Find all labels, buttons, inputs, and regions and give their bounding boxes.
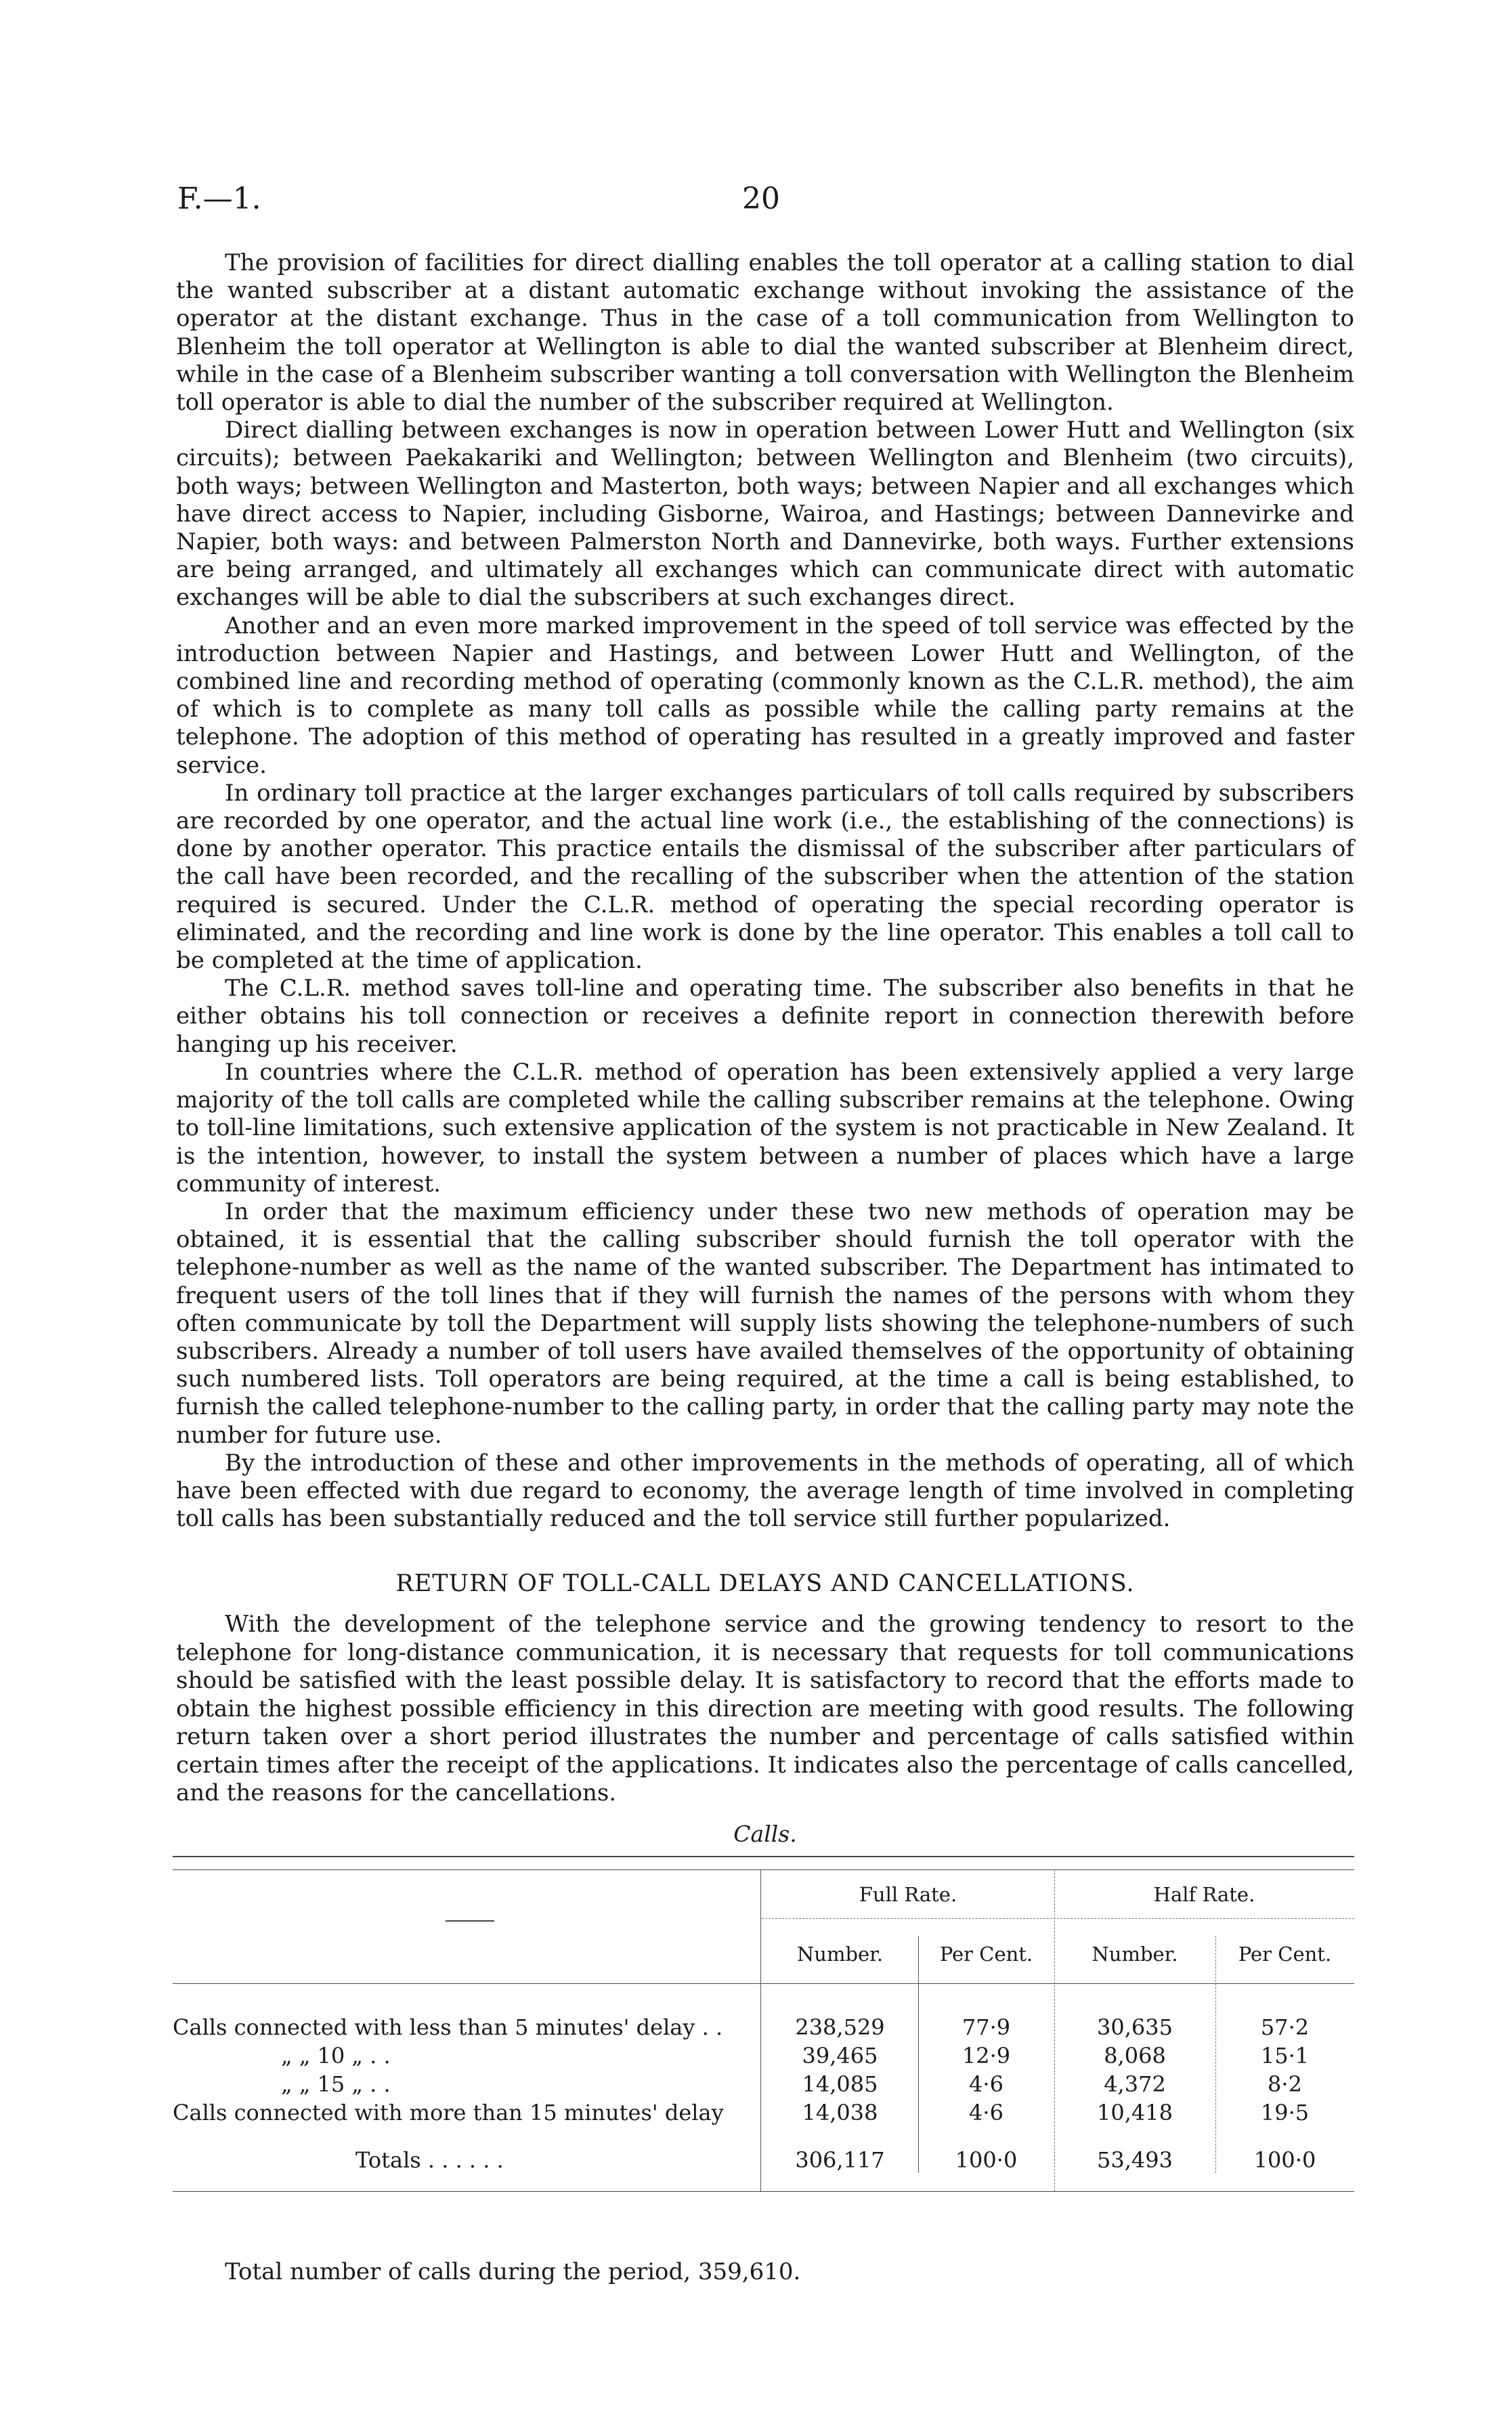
cell-full-per-cent: 4·6 xyxy=(969,2100,1003,2125)
sub-header-full-per-cent: Per Cent. xyxy=(939,1943,1033,1966)
row-label: „ „ 15 „ . . xyxy=(281,2071,391,2097)
section-title: RETURN OF TOLL-CALL DELAYS AND CANCELLATIONS. xyxy=(395,1570,1135,1597)
totals-half-number: 53,493 xyxy=(1097,2147,1173,2173)
row-label: Calls connected with more than 15 minutes' delay xyxy=(173,2100,724,2125)
group-header-rule xyxy=(762,1918,1354,1919)
cell-half-number: 8,068 xyxy=(1104,2043,1166,2069)
paragraph: The C.L.R. method saves toll-line and operating time. The subscriber also benefits in that he either obtains his toll connection or receives a definite report in connection therewith before hanging up his receiver. xyxy=(176,975,1354,1058)
page-number: 20 xyxy=(742,182,780,216)
row-label: Calls connected with less than 5 minutes' delay . . xyxy=(173,2014,723,2040)
stub-column-divider xyxy=(760,1869,761,2191)
cell-half-per-cent: 57·2 xyxy=(1260,2014,1310,2040)
table-header-rule xyxy=(173,1983,1354,1984)
cell-half-per-cent: 19·5 xyxy=(1260,2100,1310,2125)
cell-half-number: 10,418 xyxy=(1097,2100,1173,2125)
sub-header-half-number: Number. xyxy=(1092,1943,1178,1966)
cell-half-per-cent: 15·1 xyxy=(1260,2043,1310,2069)
document-reference: F.—1. xyxy=(177,182,261,216)
sub-header-full-number: Number. xyxy=(796,1943,884,1966)
table-bottom-rule xyxy=(173,2191,1354,2192)
paragraph: In countries where the C.L.R. method of operation has been extensively applied a very large majority of the toll calls are completed while the calling subscriber remains at the telephone. Owing to toll-line limitations, such extensive application of the system is not practicable in New Zealand. It is the intention, however, to install the system between a number of places which have a large community of interest. xyxy=(176,1058,1354,1198)
totals-full-number: 306,117 xyxy=(795,2147,885,2173)
table-top-rule xyxy=(173,1856,1354,1857)
totals-half-per-cent: 100·0 xyxy=(1253,2147,1316,2173)
paragraph: In order that the maximum efficiency under these two new methods of operation may be obtained, it is essential that the calling subscriber should furnish the toll operator with the telephone-number as well as the name of the wanted subscriber. The Department has intimated to frequent users of the toll lines that if they will furnish the names of the persons with whom they often communicate by toll the Department will supply lists showing the telephone-numbers of such subscribers. Already a number of toll users have availed themselves of the opportunity of obtaining such numbered lists. Toll operators are being required, at the time a call is being established, to furnish the called telephone-number to the calling party, in order that the calling party may note the number for future use. xyxy=(176,1198,1354,1449)
calls-table xyxy=(173,1856,1354,2235)
sub-header-half-per-cent: Per Cent. xyxy=(1238,1943,1332,1966)
totals-full-per-cent: 100·0 xyxy=(955,2147,1018,2173)
cell-half-number: 4,372 xyxy=(1104,2071,1166,2097)
cell-full-per-cent: 77·9 xyxy=(962,2014,1011,2040)
cell-full-number: 238,529 xyxy=(795,2014,885,2040)
paragraph: The provision of facilities for direct dialling enables the toll operator at a calling station to dial the wanted subscriber at a distant automatic exchange without invoking the assistance of the operator at the distant exchange. Thus in the case of a toll communication from Wellington to Blenheim the toll operator at Wellington is able to dial the wanted subscriber at Blenheim direct, while in the case of a Blenheim subscriber wanting a toll conversation with Wellington the Blenheim toll operator is able to dial the number of the subscriber required at Wellington. xyxy=(176,249,1354,417)
paragraph: Another and an even more marked improvement in the speed of toll service was effected by the introduction between Napier and Hastings, and between Lower Hutt and Wellington, of the combined line and recording method of operating (commonly known as the C.L.R. method), the aim of which is to complete as many toll calls as possible while the calling party remains at the telephone. The adoption of this method of operating has resulted in a greatly improved and faster service. xyxy=(176,612,1354,779)
paragraph: Direct dialling between exchanges is now in operation between Lower Hutt and Wellington (six circuits); between Paekakariki and Wellington; between Wellington and Blenheim (two circuits), both ways; between Wellington and Masterton, both ways; between Napier and all exchanges which have direct access to Napier, including Gisborne, Wairoa, and Hastings; between Dannevirke and Napier, both ways: and between Palmerston North and Dannevirke, both ways. Further extensions are being arranged, and ultimately all exchanges which can communicate direct with automatic exchanges will be able to dial the subscribers at such exchanges direct. xyxy=(176,417,1354,612)
stub-header-dash xyxy=(446,1920,494,1922)
table-top-rule-inner xyxy=(173,1869,1354,1870)
cell-full-per-cent: 12·9 xyxy=(962,2043,1011,2069)
cell-full-number: 14,085 xyxy=(802,2071,878,2097)
cell-full-per-cent: 4·6 xyxy=(969,2071,1003,2097)
cell-full-number: 39,465 xyxy=(802,2043,878,2069)
cell-half-per-cent: 8·2 xyxy=(1268,2071,1302,2097)
group-header-full-rate: Full Rate. xyxy=(859,1883,957,1906)
section-intro xyxy=(176,1611,1354,1808)
cell-half-number: 30,635 xyxy=(1097,2014,1173,2040)
paragraph: In ordinary toll practice at the larger exchanges particulars of toll calls required by subscribers are recorded by one operator, and the actual line work (i.e., the establishing of the connections) is done by another operator. This practice entails the dismissal of the subscriber after particulars of the call have been recorded, and the recalling of the subscriber when the attention of the station required is secured. Under the C.L.R. method of operating the special recording operator is eliminated, and the recording and line work is done by the line operator. This enables a toll call to be completed at the time of application. xyxy=(176,779,1354,975)
row-label: „ „ 10 „ . . xyxy=(281,2043,391,2069)
table-caption: Calls. xyxy=(733,1821,797,1847)
body-text xyxy=(176,249,1354,1533)
cell-full-number: 14,038 xyxy=(802,2100,878,2125)
section-intro-paragraph: With the development of the telephone service and the growing tendency to resort to the telephone for long-distance communication, it is necessary that requests for toll communications should be satisfied with the least possible delay. It is satisfactory to record that the efforts made to obtain the highest possible efficiency in this direction are meeting with good results. The following return taken over a short period illustrates the number and percentage of calls satisfied within certain times after the receipt of the applications. It indicates also the percentage of calls cancelled, and the reasons for the cancellations. xyxy=(176,1611,1354,1806)
group-header-half-rate: Half Rate. xyxy=(1153,1883,1255,1906)
paragraph: By the introduction of these and other improvements in the methods of operating, all of which have been effected with due regard to economy, the average length of time involved in completing toll calls has been substantially reduced and the toll service still further popularized. xyxy=(176,1449,1354,1533)
total-calls-note: Total number of calls during the period, 359,610. xyxy=(225,2258,801,2285)
totals-label: Totals . . . . . . xyxy=(355,2147,504,2173)
